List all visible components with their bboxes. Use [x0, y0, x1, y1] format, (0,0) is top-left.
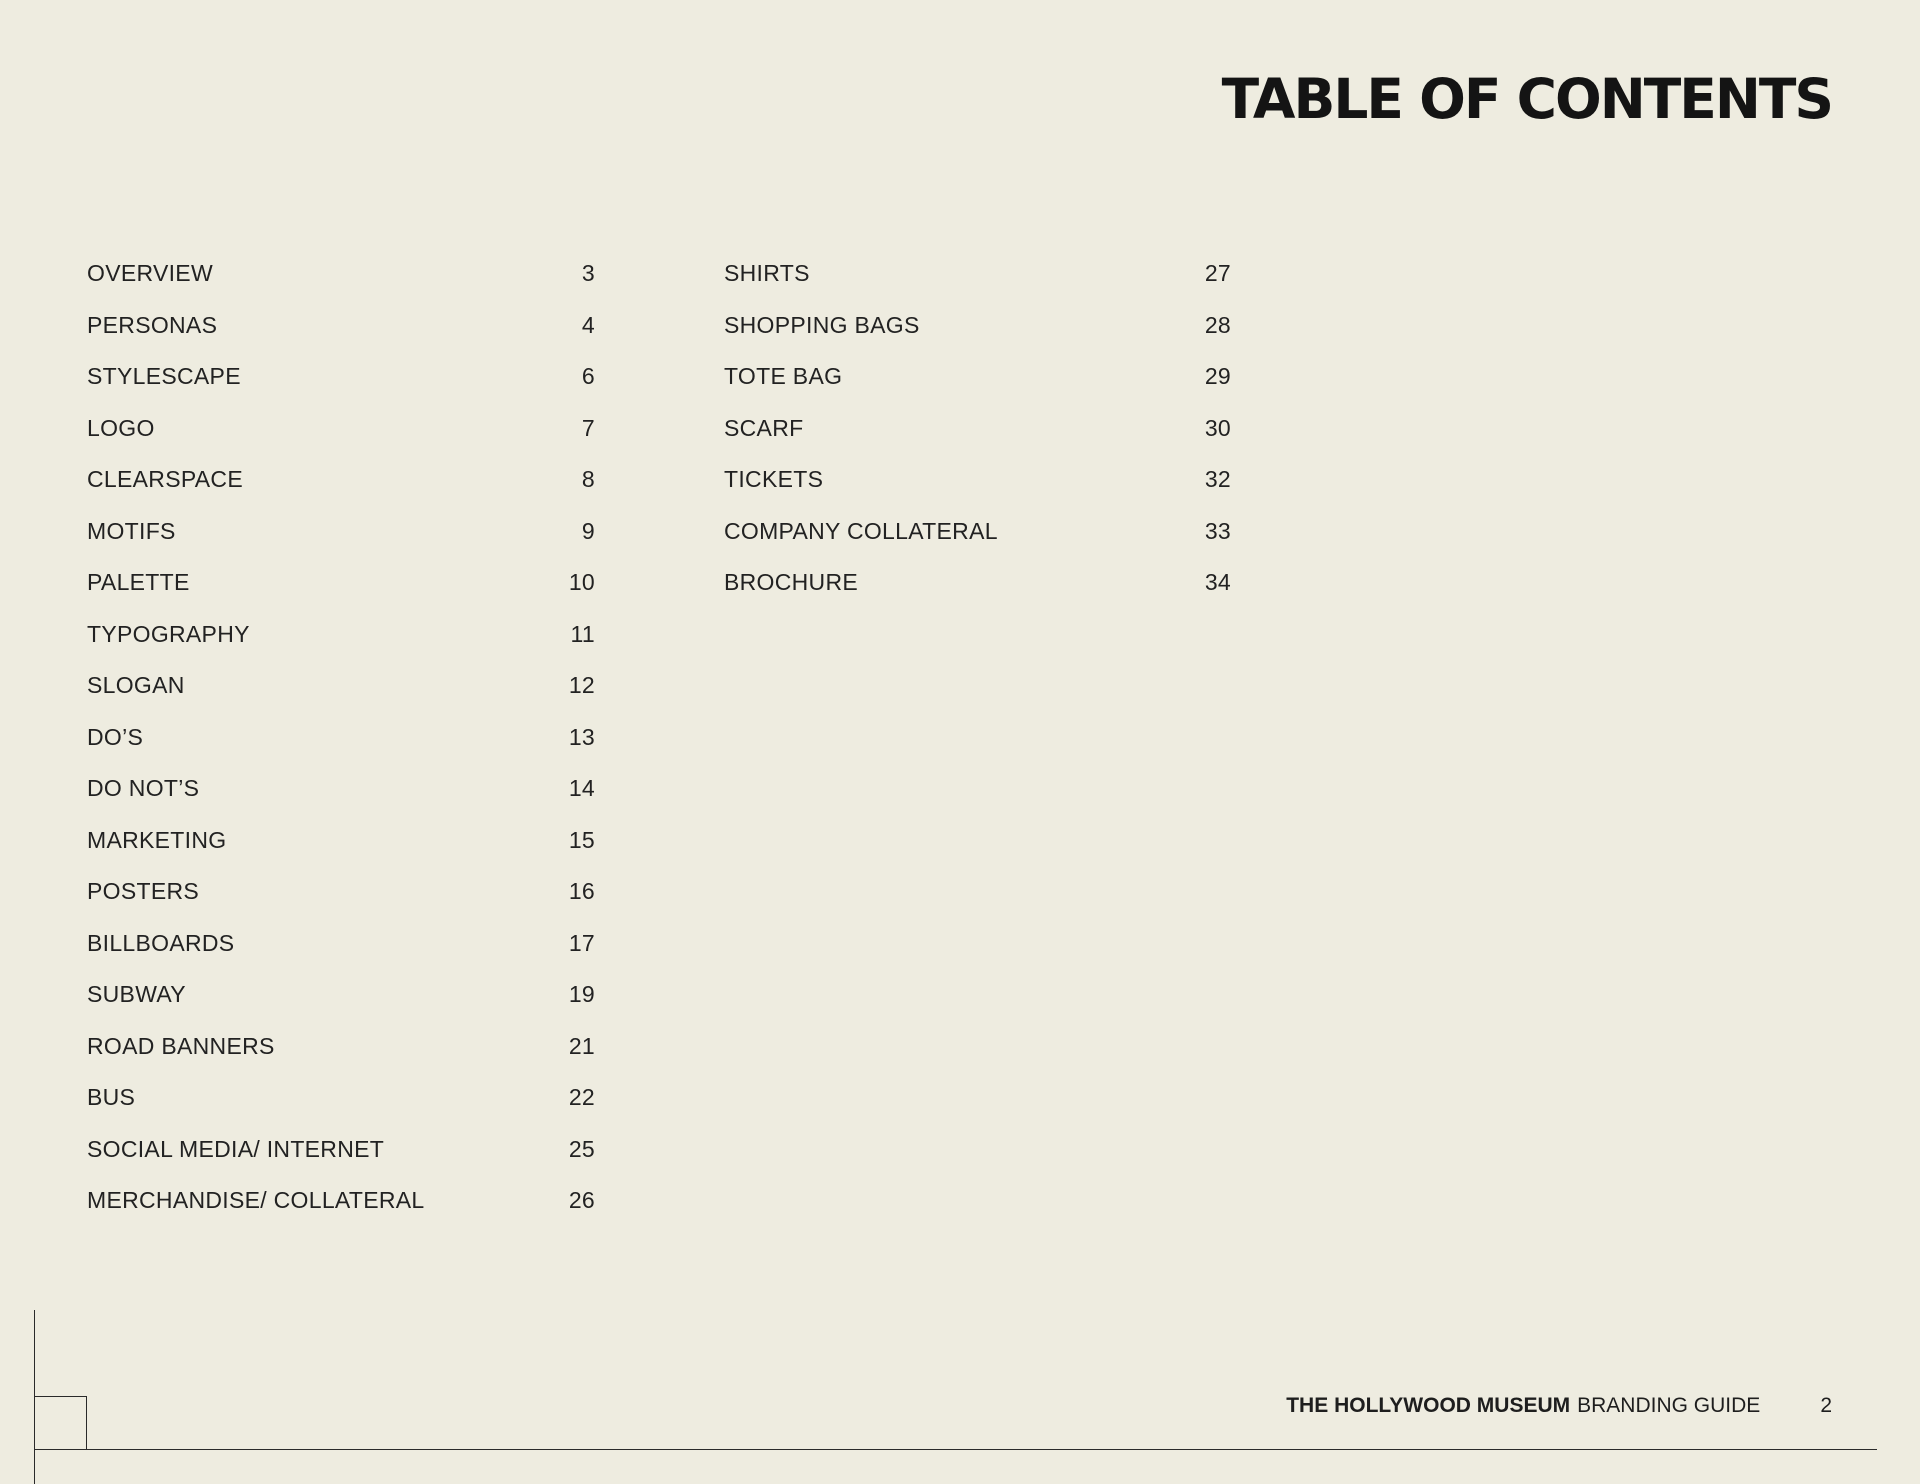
toc-entry-label: SHIRTS [724, 260, 810, 287]
toc-entry[interactable] [724, 300, 1231, 352]
toc-entry-page: 16 [568, 878, 595, 905]
toc-entry-label: MOTIFS [87, 517, 176, 544]
toc-entry-page: 13 [568, 723, 595, 750]
toc-entry-page: 19 [568, 981, 595, 1008]
toc-entry-label: DO NOT’S [87, 775, 200, 802]
toc-entry-page: 3 [581, 260, 595, 287]
toc-entry[interactable] [87, 506, 595, 558]
toc-entry-page: 22 [568, 1084, 595, 1111]
toc-entry-page: 11 [570, 620, 595, 647]
toc-entry-label: MERCHANDISE/ COLLATERAL [87, 1187, 425, 1214]
toc-entry-label: SCARF [724, 414, 804, 441]
toc-entry-page: 33 [1204, 517, 1231, 544]
toc-entry[interactable] [724, 454, 1231, 506]
toc-entry[interactable] [724, 557, 1231, 609]
toc-entry-page: 25 [568, 1135, 595, 1162]
toc-entry-label: ROAD BANNERS [87, 1032, 275, 1059]
toc-entry-label: TICKETS [724, 466, 824, 493]
toc-entry-label: TYPOGRAPHY [87, 620, 250, 647]
toc-entry-page: 29 [1204, 363, 1231, 390]
decorative-corner-square [34, 1396, 87, 1449]
toc-entry-page: 26 [568, 1187, 595, 1214]
toc-entry-label: SHOPPING BAGS [724, 311, 920, 338]
toc-entry-label: SUBWAY [87, 981, 186, 1008]
toc-entry-label: BROCHURE [724, 569, 859, 596]
toc-entry-page: 17 [568, 929, 595, 956]
toc-entry[interactable] [87, 351, 595, 403]
toc-entry[interactable] [87, 712, 595, 764]
toc-entry-page: 30 [1204, 414, 1231, 441]
toc-entry-page: 12 [568, 672, 595, 699]
toc-entry-page: 9 [581, 517, 595, 544]
toc-entry[interactable] [87, 557, 595, 609]
toc-entry[interactable] [724, 351, 1231, 403]
toc-entry-page: 32 [1204, 466, 1231, 493]
page-footer [1286, 1394, 1832, 1418]
toc-entry[interactable] [87, 660, 595, 712]
toc-entry-label: CLEARSPACE [87, 466, 243, 493]
toc-entry[interactable] [87, 969, 595, 1021]
toc-entry-page: 21 [568, 1032, 595, 1059]
toc-entry-label: SLOGAN [87, 672, 185, 699]
toc-entry-label: TOTE BAG [724, 363, 843, 390]
toc-entry-page: 7 [581, 414, 595, 441]
toc-entry[interactable] [87, 815, 595, 867]
toc-entry[interactable] [87, 866, 595, 918]
toc-entry[interactable] [724, 506, 1231, 558]
toc-entry-page: 14 [568, 775, 595, 802]
toc-entry-label: COMPANY COLLATERAL [724, 517, 998, 544]
toc-entry-page: 28 [1204, 311, 1231, 338]
decorative-horizontal-rule [34, 1449, 1877, 1450]
toc-entry-page: 27 [1204, 260, 1231, 287]
toc-entry[interactable] [87, 1175, 595, 1227]
toc-entry-page: 10 [568, 569, 595, 596]
toc-entry[interactable] [87, 609, 595, 661]
toc-right-column [724, 248, 1231, 609]
toc-entry[interactable] [87, 454, 595, 506]
toc-entry-page: 4 [581, 311, 595, 338]
toc-entry-label: PERSONAS [87, 311, 218, 338]
toc-entry-page: 8 [581, 466, 595, 493]
toc-entry-label: BUS [87, 1084, 136, 1111]
toc-entry[interactable] [87, 1021, 595, 1073]
toc-entry[interactable] [87, 248, 595, 300]
toc-entry-page: 15 [568, 826, 595, 853]
toc-entry-page: 34 [1204, 569, 1231, 596]
toc-entry-label: DO’S [87, 723, 144, 750]
toc-entry[interactable] [87, 763, 595, 815]
toc-entry-label: LOGO [87, 414, 155, 441]
toc-entry-label: MARKETING [87, 826, 227, 853]
toc-entry[interactable] [87, 403, 595, 455]
toc-entry-label: OVERVIEW [87, 260, 213, 287]
toc-entry[interactable] [724, 248, 1231, 300]
toc-entry[interactable] [87, 1124, 595, 1176]
toc-left-column [87, 248, 595, 1227]
toc-entry-label: POSTERS [87, 878, 200, 905]
toc-entry-label: SOCIAL MEDIA/ INTERNET [87, 1135, 385, 1162]
footer-page-number: 2 [1820, 1394, 1832, 1417]
toc-entry-page: 6 [581, 363, 595, 390]
toc-entry-label: STYLESCAPE [87, 363, 241, 390]
toc-entry-label: BILLBOARDS [87, 929, 235, 956]
toc-entry[interactable] [87, 918, 595, 970]
toc-entry[interactable] [724, 403, 1231, 455]
toc-entry[interactable] [87, 300, 595, 352]
page-title: TABLE OF CONTENTS [1221, 67, 1832, 131]
footer-guide-label: BRANDING GUIDE [1577, 1394, 1761, 1417]
footer-brand-name: THE HOLLYWOOD MUSEUM [1286, 1394, 1571, 1417]
toc-entry-label: PALETTE [87, 569, 190, 596]
toc-entry[interactable] [87, 1072, 595, 1124]
